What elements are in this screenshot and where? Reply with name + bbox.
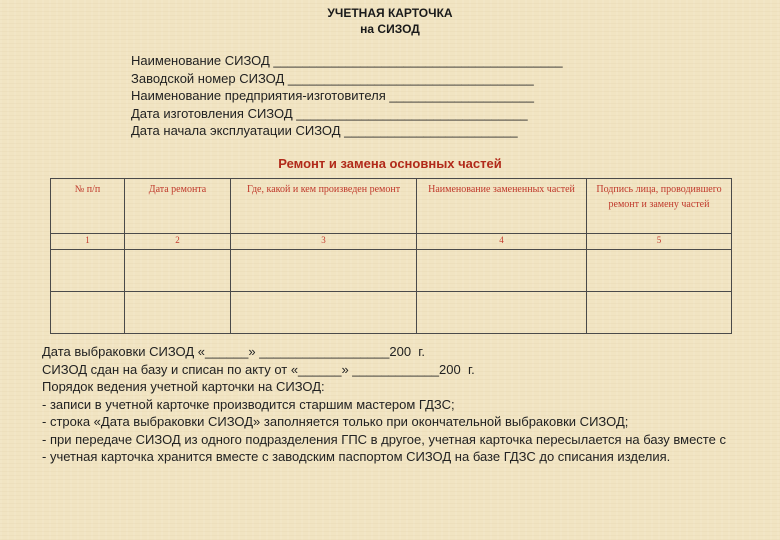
table-cell [51, 250, 125, 292]
card-footer [42, 343, 726, 466]
card-fields [131, 52, 563, 140]
field-manufacturer: Наименование предприятия-изготовителя ____________________ [131, 88, 534, 103]
table-cell [587, 250, 732, 292]
card-title: УЧЕТНАЯ КАРТОЧКА [327, 6, 453, 20]
table-cell [417, 250, 587, 292]
table-cell [51, 292, 125, 334]
table-cell [125, 250, 231, 292]
repair-table-header [51, 179, 732, 234]
col-repair-place-header: Где, какой и кем произведен ремонт [231, 179, 417, 234]
procedure-rule: - записи в учетной карточке производится старшим мастером ГДЗС; [42, 396, 455, 412]
col-parts-header: Наименование замененных частей [417, 179, 587, 234]
col-repair-date-header: Дата ремонта [125, 179, 231, 234]
col-number-header: № п/п [51, 179, 125, 234]
repair-table [50, 178, 732, 334]
column-number-row [51, 234, 732, 250]
field-start-date: Дата начала эксплуатации СИЗОД ________________________ [131, 123, 518, 138]
column-number: 4 [417, 234, 587, 250]
column-number: 2 [125, 234, 231, 250]
card-subtitle: на СИЗОД [360, 22, 420, 36]
field-manufacture-date: Дата изготовления СИЗОД ________________________________ [131, 105, 528, 121]
field-serial-number: Заводской номер СИЗОД __________________________________ [131, 70, 534, 86]
column-number: 1 [51, 234, 125, 250]
field-write-off: СИЗОД сдан на базу и списан по акту от «______» ____________200 г. [42, 361, 475, 377]
procedure-rule: - учетная карточка хранится вместе с заводским паспортом СИЗОД на базе ГДЗС до списания изделия. [42, 449, 671, 464]
column-number: 3 [231, 234, 417, 250]
table-cell [587, 292, 732, 334]
field-reject-date: Дата выбраковки СИЗОД «______» __________________200 г. [42, 344, 426, 359]
col-signature-header: Подпись лица, проводившего ремонт и замену частей [587, 179, 732, 234]
procedure-heading: Порядок ведения учетной карточки на СИЗОД: [42, 379, 325, 394]
table-cell [231, 292, 417, 334]
table-row [51, 250, 732, 292]
table-cell [417, 292, 587, 334]
table-cell [231, 250, 417, 292]
table-row [51, 292, 732, 334]
repair-section-title: Ремонт и замена основных частей [278, 156, 502, 171]
column-number: 5 [587, 234, 732, 250]
procedure-rule: - при передаче СИЗОД из одного подразделения ГПС в другое, учетная карточка пересылается на базу вместе с [42, 431, 726, 447]
field-sizod-name: Наименование СИЗОД ________________________________________ [131, 53, 563, 68]
table-cell [125, 292, 231, 334]
procedure-rule: - строка «Дата выбраковки СИЗОД» заполняется только при окончательной выбраковки СИЗОД; [42, 414, 629, 429]
